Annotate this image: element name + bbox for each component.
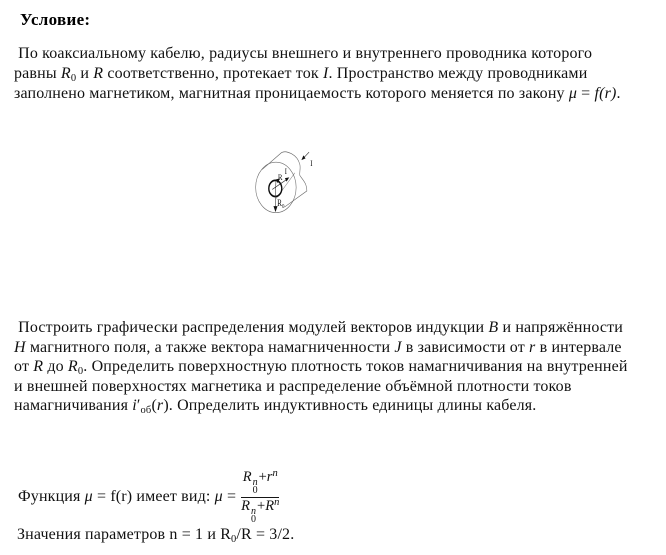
text-line: Построить графически распределения модулей векторов индукции B и напряжённости <box>14 319 624 336</box>
inner-current-label: I <box>284 166 287 176</box>
formula-prefix: Функция μ = f(r) имеет вид: μ = <box>18 488 237 506</box>
section-heading: Условие: <box>20 10 91 29</box>
paragraph-task-statement <box>14 318 654 416</box>
fraction-numerator: R n 0 $+r^n$ <box>242 468 278 496</box>
text-line: равны $R_0$ и R соответственно, протекает ток I. Пространство между проводниками <box>14 65 588 84</box>
cylinder-body-outline <box>262 152 307 207</box>
mu-fraction <box>241 470 279 524</box>
inner-radius-label: R <box>277 172 283 183</box>
fraction-denominator: R n 0 $+R^n$ <box>241 497 280 526</box>
paragraph-problem-setup <box>14 44 654 104</box>
outer-current-arrowhead <box>301 155 305 160</box>
parameters-line: Значения параметров n = 1 и $R_0/R = 3/2$. <box>17 526 295 545</box>
text-line: H магнитного поля, а также вектора намагниченности J в зависимости от r в интервале <box>14 338 622 356</box>
mu-function-formula <box>18 470 279 524</box>
text-line: намагничивания $i'_{об}(r)$. Определить индуктивность единицы длины кабеля. <box>14 397 537 416</box>
outer-radius-label: $R_0$ <box>277 198 285 211</box>
inner-current-arrowhead <box>285 177 289 181</box>
text-line: и внешней поверхностях магнетика и распределение объёмной плотности токов <box>14 377 572 395</box>
text-line: По коаксиальному кабелю, радиусы внешнего и внутреннего проводника которого <box>14 45 593 62</box>
text-line: от R до $R_0$. Определить поверхностную плотность токов намагничивания на внутренней <box>14 358 628 377</box>
outer-current-label: I <box>310 158 313 169</box>
coaxial-cable-figure <box>250 145 420 293</box>
text-line: заполнено магнетиком, магнитная проницаемость которого меняется по закону μ = f(r). <box>14 85 621 102</box>
